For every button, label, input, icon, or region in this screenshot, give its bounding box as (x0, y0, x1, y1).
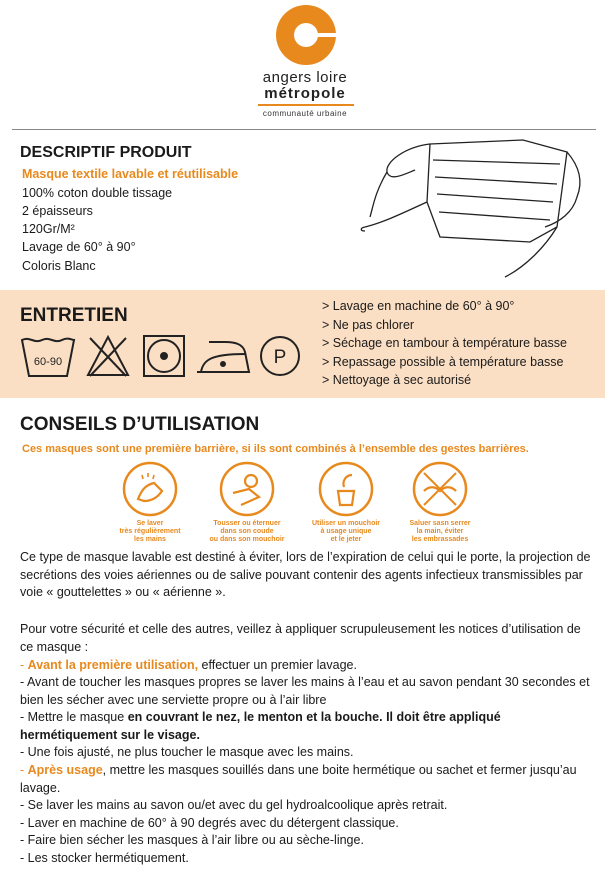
gesture-caption: Saluer sasn serrer la main, éviter les embrassades (409, 520, 471, 543)
instruction-item: - Mettre le masque en couvrant le nez, le menton et la bouche. Il doit être appliqué hermétiquement sur le visage. (20, 710, 501, 742)
care-item: > Ne pas chlorer (322, 318, 415, 332)
descriptif-line: 100% coton double tissage (22, 186, 173, 200)
logo-mark-icon (276, 5, 336, 65)
instructions-intro: Pour votre sécurité et celle des autres, veillez à appliquer scrupuleusement les notices d’utilisation de ce masque : (20, 622, 581, 654)
descriptif-line: Lavage de 60° à 90° (22, 240, 136, 254)
instruction-item: - Une fois ajusté, ne plus toucher le masque avec les mains. (20, 745, 354, 759)
instruction-item: - Laver en machine de 60° à 90 degrés avec du détergent classique. (20, 816, 399, 830)
logo-line2: métropole (264, 85, 346, 102)
no-handshake-icon (412, 461, 468, 517)
conseils-subtitle: Ces masques sont une première barrière, si ils sont combinés à l’ensemble des gestes barrières. (22, 443, 529, 455)
logo-line3: communauté urbaine (262, 109, 348, 118)
instruction-item: - Se laver les mains au savon ou/et avec du gel hydroalcoolique après retrait. (20, 798, 448, 812)
iron-low-icon (195, 334, 251, 378)
logo-rule (258, 104, 354, 106)
cough-elbow-icon (219, 461, 275, 517)
dry-clean-label: P (273, 347, 287, 368)
descriptif-subtitle: Masque textile lavable et réutilisable (22, 167, 239, 181)
descriptif-title: DESCRIPTIF PRODUIT (20, 144, 192, 161)
header-divider (12, 129, 596, 130)
tissue-bin-icon (318, 461, 374, 517)
mask-illustration-icon (345, 132, 595, 282)
gesture-caption: Se laver très régulièrement les mains (119, 520, 181, 543)
intro-paragraph: Ce type de masque lavable est destiné à éviter, lors de l’expiration de celui qui le porte, la projection de secrétions des voies aériennes ou de salive pouvant contenir des agents infectieux transmissibles par voie « gouttelettes » ou « aérienne ». (20, 550, 591, 599)
descriptif-line: Coloris Blanc (22, 259, 96, 273)
wash-tub-icon (20, 334, 76, 378)
instruction-item: - Faire bien sécher les masques à l’air libre ou au sèche-linge. (20, 833, 364, 847)
instruction-item: - Avant la première utilisation, effectuer un premier lavage. (20, 658, 357, 672)
instruction-item: - Les stocker hermétiquement. (20, 851, 189, 865)
gesture-caption: Utiliser un mouchoir à usage unique et le jeter (311, 520, 381, 543)
conseils-title: CONSEILS D’UTILISATION (20, 414, 260, 435)
entretien-title: ENTRETIEN (20, 305, 128, 326)
care-item: > Lavage en machine de 60° à 90° (322, 299, 515, 313)
no-bleach-icon (86, 334, 130, 378)
instruction-item: - Avant de toucher les masques propres se laver les mains à l’eau et au savon pendant 30 secondes et bien les sécher avec une serviette propre ou à l’air libre (20, 675, 590, 707)
gesture-caption: Tousser ou éternuer dans son coude ou dans son mouchoir (209, 520, 285, 543)
wash-hands-icon (122, 461, 178, 517)
care-item: > Nettoyage à sec autorisé (322, 373, 472, 387)
logo-line1: angers loire (262, 69, 348, 86)
wash-temp-label: 60-90 (33, 356, 63, 368)
descriptif-line: 120Gr/M² (22, 222, 75, 236)
descriptif-line: 2 épaisseurs (22, 204, 93, 218)
care-item: > Repassage possible à température basse (322, 355, 564, 369)
tumble-dry-low-icon (142, 334, 186, 378)
care-item: > Séchage en tambour à température basse (322, 336, 567, 350)
dry-clean-icon (258, 334, 302, 378)
instruction-item: - Après usage, mettre les masques souillés dans une boite hermétique ou sachet et fermer jusqu’au lavage. (20, 763, 577, 795)
